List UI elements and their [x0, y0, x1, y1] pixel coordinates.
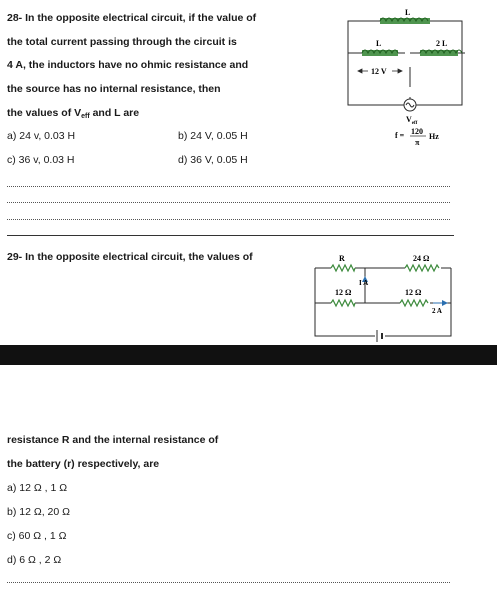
q29-text-line-1: 29- In the opposite electrical circuit, the values of [7, 251, 253, 263]
q28-option-b[interactable]: b) 24 V, 0.05 H [178, 130, 248, 142]
ac-source-icon [404, 99, 416, 111]
answer-line-3 [7, 219, 450, 220]
q29-label-R: R [339, 254, 345, 263]
q28-line5-sub: eff [81, 113, 90, 120]
answer-line-1 [7, 186, 450, 187]
q28-veff-v: V [406, 115, 412, 124]
answer-line-4 [7, 582, 450, 583]
q28-line5-suffix: and L are [89, 107, 140, 119]
q29-option-d[interactable]: d) 6 Ω , 2 Ω [7, 554, 62, 566]
q29-resistor-24 [405, 265, 439, 271]
page-break-band [0, 345, 497, 365]
q28-top-inductor [380, 18, 430, 24]
q28-text-line-1: 28- In the opposite electrical circuit, if the value of [7, 12, 257, 24]
q29-option-c[interactable]: c) 60 Ω , 1 Ω [7, 530, 67, 542]
q29-resistor-R [331, 265, 355, 271]
q29-label-I: I A [359, 279, 369, 287]
q28-text-line-5 [7, 107, 139, 123]
q28-label-top-L: L [405, 8, 411, 17]
q29-label-12-right: 12 Ω [405, 288, 422, 297]
q28-mid-inductor-right [420, 50, 462, 56]
q28-freq-unit: Hz [429, 132, 439, 141]
q29-resistor-12-left [331, 300, 355, 306]
answer-line-2 [7, 202, 450, 203]
q28-freq-prefix: f = [395, 131, 405, 140]
q28-option-c[interactable]: c) 36 v, 0.03 H [7, 154, 75, 166]
q28-label-mid-L: L [376, 39, 382, 48]
q28-veff-sub: eff [411, 121, 418, 126]
question-separator [7, 235, 454, 236]
q29-circuit-diagram [305, 248, 460, 344]
q29-option-a[interactable]: a) 12 Ω , 1 Ω [7, 482, 68, 494]
q28-freq-den: π [415, 138, 420, 147]
battery-icon [377, 330, 382, 342]
q28-option-a[interactable]: a) 24 v, 0.03 H [7, 130, 76, 142]
q28-label-voltage: 12 V [371, 67, 387, 76]
q29-resistor-12-right [400, 300, 428, 306]
q29-text-line-2: resistance R and the internal resistance of [7, 434, 219, 446]
q28-label-mid-2L: 2 L [436, 39, 448, 48]
q28-circuit-diagram [340, 5, 472, 170]
q28-mid-inductor-left [362, 50, 398, 56]
q28-freq-num: 120 [411, 127, 423, 136]
q28-option-d[interactable]: d) 36 V, 0.05 H [178, 154, 248, 166]
q29-label-12-left: 12 Ω [335, 288, 352, 297]
q29-label-24: 24 Ω [413, 254, 430, 263]
q29-text-line-3: the battery (r) respectively, are [7, 458, 160, 470]
q28-text-line-2: the total current passing through the circuit is [7, 36, 237, 48]
q28-line5-prefix: the values of V [7, 107, 82, 119]
q29-label-2A: 2 A [432, 307, 442, 315]
q28-label-veff [406, 115, 418, 126]
q29-option-b[interactable]: b) 12 Ω, 20 Ω [7, 506, 70, 518]
q29-current-2A-arrow [433, 300, 448, 306]
q28-text-line-4: the source has no internal resistance, then [7, 83, 221, 95]
q28-text-line-3: 4 A, the inductors have no ohmic resistance and [7, 59, 249, 71]
